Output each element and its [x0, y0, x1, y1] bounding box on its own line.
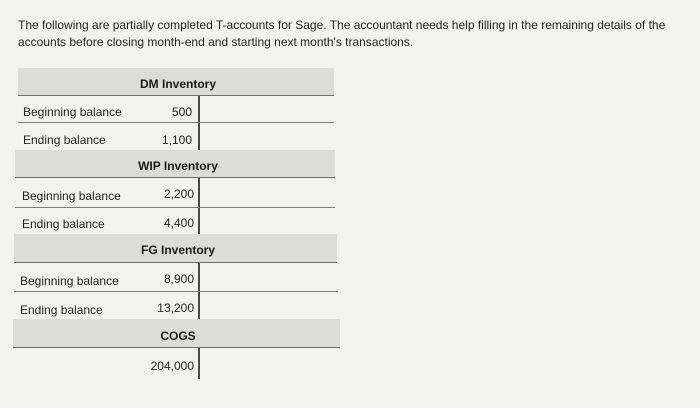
fg-inventory-rule: [14, 291, 338, 292]
dm-inventory-divider: [198, 96, 200, 150]
dm-beginning-value: 500: [171, 105, 192, 119]
fg-inventory-title: FG Inventory: [140, 243, 215, 257]
wip-beginning-value: 2,200: [163, 187, 194, 201]
wip-inventory-divider: [198, 178, 200, 234]
cogs-title: COGS: [160, 329, 196, 343]
fg-beginning-value: 8,900: [163, 272, 194, 286]
wip-beginning-label: Beginning balance: [22, 189, 121, 203]
dm-ending-value: 1,100: [161, 133, 192, 147]
intro-text: The following are partially completed T-accounts for Sage. The accountant needs help filling in the remaining details of the accounts before closing month-end and starting next month's transactions.: [18, 18, 666, 49]
cogs-divider: [198, 348, 200, 379]
fg-ending-label: Ending balance: [20, 303, 103, 317]
wip-inventory-rule: [15, 207, 335, 208]
dm-inventory-rule: [18, 122, 334, 123]
fg-beginning-label: Beginning balance: [20, 274, 119, 288]
dm-beginning-label: Beginning balance: [23, 105, 122, 119]
cogs-value: 204,000: [150, 359, 194, 373]
wip-inventory-title: WIP Inventory: [138, 159, 218, 173]
fg-ending-value: 13,200: [157, 301, 194, 315]
dm-ending-label: Ending balance: [23, 133, 106, 147]
dm-inventory-title: DM Inventory: [139, 77, 216, 91]
wip-ending-value: 4,400: [163, 216, 194, 230]
wip-ending-label: Ending balance: [22, 217, 105, 231]
